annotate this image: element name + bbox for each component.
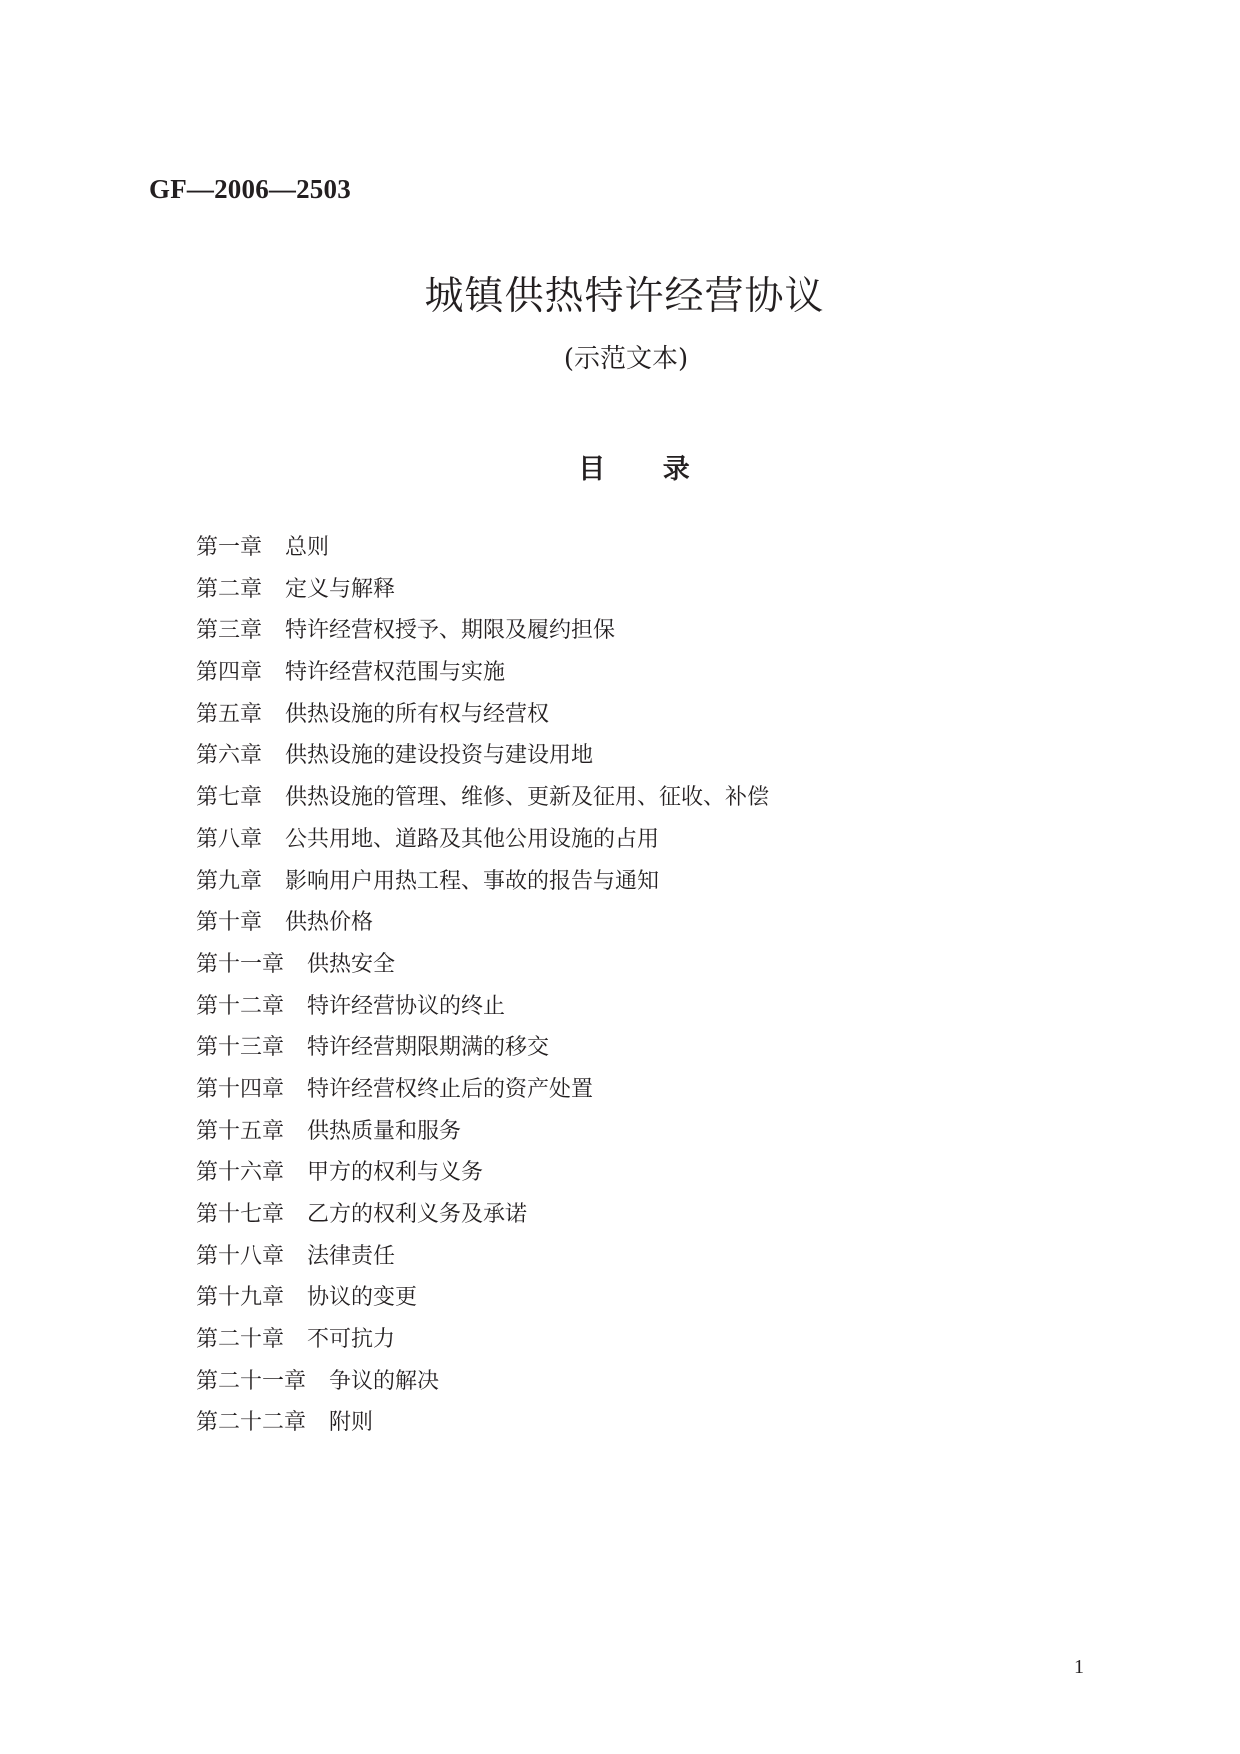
toc-item-6 (196, 735, 769, 777)
toc-chapter: 第二章 (196, 576, 263, 602)
toc-item-2 (196, 569, 769, 611)
toc-chapter: 第五章 (196, 701, 263, 727)
toc-title: 供热设施的建设投资与建设用地 (285, 743, 594, 769)
toc-title: 协议的变更 (307, 1285, 418, 1311)
toc-chapter: 第八章 (196, 826, 263, 852)
toc-title: 特许经营权范围与实施 (285, 660, 506, 686)
toc-chapter: 第九章 (196, 868, 263, 894)
toc-item-21 (196, 1361, 769, 1403)
toc-chapter: 第十二章 (196, 993, 285, 1019)
toc-chapter: 第十一章 (196, 951, 285, 977)
toc-chapter: 第十六章 (196, 1160, 285, 1186)
toc-chapter: 第二十章 (196, 1327, 285, 1353)
toc-chapter: 第一章 (196, 535, 263, 560)
document-subtitle: (示范文本) (563, 344, 689, 374)
toc-title: 供热价格 (285, 910, 374, 936)
toc-item-22 (196, 1402, 769, 1444)
toc-item-19 (196, 1277, 769, 1319)
page-number: 1 (1074, 1656, 1084, 1678)
toc-item-13 (196, 1027, 769, 1069)
document-code: GF—2006—2503 (149, 174, 351, 204)
toc-title: 法律责任 (307, 1243, 396, 1269)
toc-item-8 (196, 819, 769, 861)
toc-item-9 (196, 861, 769, 903)
toc-title: 供热设施的所有权与经营权 (285, 701, 550, 727)
toc-item-16 (196, 1152, 769, 1194)
toc-title: 总则 (285, 535, 330, 560)
toc-item-4 (196, 652, 769, 694)
toc-chapter: 第二十一章 (196, 1368, 307, 1394)
toc-item-7 (196, 777, 769, 819)
toc-chapter: 第十五章 (196, 1118, 285, 1144)
toc-chapter: 第十章 (196, 910, 263, 936)
toc-item-11 (196, 944, 769, 986)
toc-chapter: 第十九章 (196, 1285, 285, 1311)
toc-item-14 (196, 1069, 769, 1111)
toc-title: 不可抗力 (307, 1327, 396, 1353)
toc-chapter: 第七章 (196, 785, 263, 811)
toc-title: 争议的解决 (329, 1368, 440, 1394)
toc-item-18 (196, 1236, 769, 1278)
toc-item-20 (196, 1319, 769, 1361)
toc-title: 特许经营协议的终止 (307, 993, 506, 1019)
toc-chapter: 第四章 (196, 660, 263, 686)
toc-chapter: 第二十二章 (196, 1410, 307, 1436)
toc-chapter: 第六章 (196, 743, 263, 769)
toc-item-5 (196, 694, 769, 736)
toc-item-17 (196, 1194, 769, 1236)
toc-item-12 (196, 986, 769, 1028)
toc-title: 供热安全 (307, 951, 396, 977)
toc-item-10 (196, 902, 769, 944)
toc-chapter: 第十四章 (196, 1076, 285, 1102)
toc-title: 特许经营权终止后的资产处置 (307, 1076, 594, 1102)
toc-title: 影响用户用热工程、事故的报告与通知 (285, 868, 660, 894)
toc-title: 附则 (329, 1410, 374, 1436)
toc-title: 公共用地、道路及其他公用设施的占用 (285, 826, 660, 852)
toc-title: 供热设施的管理、维修、更新及征用、征收、补偿 (285, 785, 770, 811)
toc-item-3 (196, 610, 769, 652)
toc-item-15 (196, 1111, 769, 1153)
toc-item-1 (196, 527, 769, 569)
toc-title: 乙方的权利义务及承诺 (307, 1202, 528, 1227)
toc-chapter: 第十八章 (196, 1243, 285, 1269)
toc-chapter: 第十七章 (196, 1202, 285, 1227)
toc-title: 特许经营权授予、期限及履约担保 (285, 618, 616, 644)
toc-title: 供热质量和服务 (307, 1118, 462, 1144)
toc-chapter: 第十三章 (196, 1035, 285, 1061)
toc-title: 甲方的权利与义务 (307, 1160, 484, 1186)
toc-chapter: 第三章 (196, 618, 263, 644)
toc-title: 定义与解释 (285, 576, 396, 602)
toc-heading: 目 录 (578, 454, 714, 485)
document-title: 城镇供热特许经营协议 (424, 274, 825, 319)
toc-title: 特许经营期限期满的移交 (307, 1035, 550, 1061)
table-of-contents (196, 527, 769, 1444)
